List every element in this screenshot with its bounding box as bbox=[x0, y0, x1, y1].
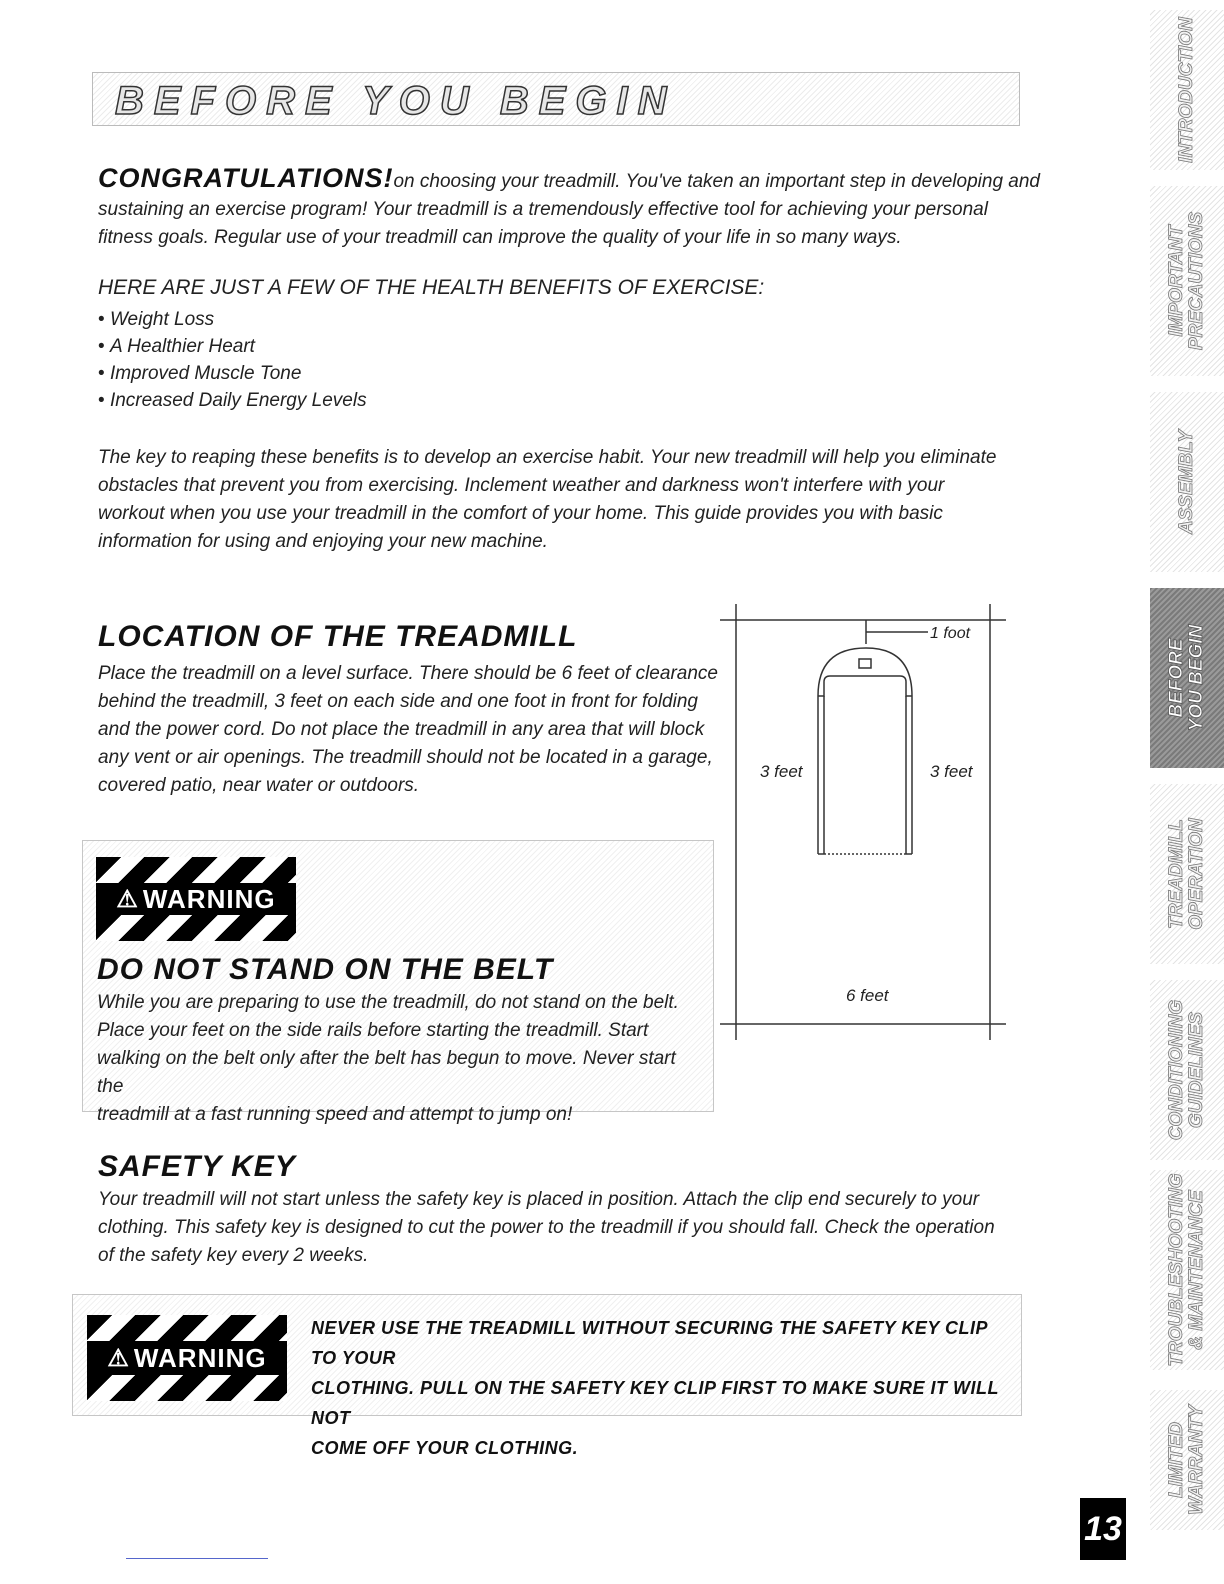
paragraph-line: and the power cord. Do not place the treadmill in any area that will block bbox=[98, 719, 705, 740]
location-paragraph bbox=[98, 660, 818, 800]
warning-stripes bbox=[87, 1375, 287, 1401]
key-paragraph bbox=[98, 444, 1098, 556]
paragraph-line: While you are preparing to use the treadmill, do not stand on the belt. bbox=[97, 992, 679, 1013]
paragraph-line: obstacles that prevent you from exercising. Inclement weather and darkness won't interfere with your bbox=[98, 475, 945, 496]
paragraph-line: Your treadmill will not start unless the safety key is placed in position. Attach the clip end securely to your bbox=[98, 1189, 980, 1210]
warning-sign bbox=[87, 1315, 287, 1401]
paragraph-line: covered patio, near water or outdoors. bbox=[98, 775, 420, 796]
treadmill-console bbox=[818, 648, 912, 696]
tab-label: WARRANTY bbox=[1186, 1405, 1207, 1515]
tab-label: LIMITED bbox=[1166, 1422, 1187, 1498]
list-item: • Improved Muscle Tone bbox=[98, 360, 367, 387]
section-side-tabs bbox=[1150, 0, 1224, 1584]
list-item: • A Healthier Heart bbox=[98, 333, 367, 360]
tab-label: OPERATION bbox=[1186, 818, 1207, 930]
page-number: 13 bbox=[1080, 1498, 1126, 1560]
tab-assembly[interactable] bbox=[1150, 392, 1224, 572]
congrats-line: sustaining an exercise program! Your treadmill is a tremendously effective tool for achieving your personal bbox=[98, 199, 988, 220]
safety-key-heading: SAFETY KEY bbox=[98, 1150, 296, 1183]
warning-line: CLOTHING. PULL ON THE SAFETY KEY CLIP FIRST TO MAKE SURE IT WILL NOT bbox=[311, 1378, 999, 1428]
paragraph-line: Place your feet on the side rails before starting the treadmill. Start bbox=[97, 1020, 649, 1041]
warning-stripes bbox=[96, 857, 296, 883]
back-clearance-label: 6 feet bbox=[846, 986, 889, 1005]
warning-line: COME OFF YOUR CLOTHING. bbox=[311, 1438, 579, 1458]
warning-belt-paragraph bbox=[97, 989, 707, 1129]
congrats-line: fitness goals. Regular use of your treadmill can improve the quality of your life in so many ways. bbox=[98, 227, 902, 248]
tab-label: INTRODUCTION bbox=[1176, 17, 1197, 163]
tab-label: IMPORTANT bbox=[1166, 225, 1187, 337]
tab-label: YOU BEGIN bbox=[1186, 624, 1207, 732]
warning-sign bbox=[96, 857, 296, 941]
paragraph-line: behind the treadmill, 3 feet on each side and one foot in front for folding bbox=[98, 691, 698, 712]
paragraph-line: of the safety key every 2 weeks. bbox=[98, 1245, 369, 1266]
tab-label: GUIDELINES bbox=[1186, 1011, 1207, 1129]
benefits-list bbox=[98, 306, 367, 414]
warning-triangle-icon: ⚠ bbox=[116, 885, 139, 913]
list-item: • Increased Daily Energy Levels bbox=[98, 387, 367, 414]
warning-stripes bbox=[96, 915, 296, 941]
location-heading: LOCATION OF THE TREADMILL bbox=[98, 620, 578, 653]
footer-rule bbox=[126, 1558, 268, 1559]
tab-introduction[interactable] bbox=[1150, 10, 1224, 170]
warning-sign-label: WARNING bbox=[142, 883, 276, 914]
paragraph-line: Place the treadmill on a level surface. There should be 6 feet of clearance bbox=[98, 663, 718, 684]
tab-label: ASSEMBLY bbox=[1176, 429, 1197, 535]
tab-conditioning-guidelines[interactable] bbox=[1150, 980, 1224, 1160]
paragraph-line: any vent or air openings. The treadmill should not be located in a garage, bbox=[98, 747, 713, 768]
congrats-paragraph bbox=[98, 164, 1098, 252]
congrats-heading: CONGRATULATIONS! bbox=[98, 163, 394, 193]
warning-sign-label: WARNING bbox=[133, 1342, 267, 1373]
warning-safety-key-text bbox=[311, 1313, 1001, 1463]
left-clearance-label: 3 feet bbox=[760, 762, 803, 781]
warning-box-belt bbox=[82, 840, 714, 1125]
paragraph-line: treadmill at a fast running speed and attempt to jump on! bbox=[97, 1104, 573, 1125]
tab-label: PRECAUTIONS bbox=[1186, 211, 1207, 351]
treadmill-display bbox=[859, 659, 871, 668]
warning-triangle-icon: ⚠ bbox=[107, 1344, 130, 1372]
paragraph-line: The key to reaping these benefits is to develop an exercise habit. Your new treadmill will help you eliminate bbox=[98, 447, 997, 468]
paragraph-line: workout when you use your treadmill in the comfort of your home. This guide provides you with basic bbox=[98, 503, 943, 524]
warning-stripes bbox=[87, 1315, 287, 1341]
right-clearance-label: 3 feet bbox=[930, 762, 973, 781]
do-not-stand-heading: DO NOT STAND ON THE BELT bbox=[97, 953, 554, 986]
front-clearance-label: 1 foot bbox=[930, 625, 971, 642]
tab-label: TROUBLESHOOTING bbox=[1166, 1173, 1187, 1367]
tab-label: & MAINTENANCE bbox=[1186, 1190, 1207, 1350]
tab-label: BEFORE bbox=[1166, 638, 1187, 718]
treadmill-deck-top bbox=[818, 676, 912, 696]
tab-before-you-begin[interactable] bbox=[1150, 588, 1224, 768]
benefits-heading: HERE ARE JUST A FEW OF THE HEALTH BENEFITS OF EXERCISE: bbox=[98, 276, 765, 299]
paragraph-line: clothing. This safety key is designed to cut the power to the treadmill if you should fall. Check the operation bbox=[98, 1217, 995, 1238]
page-title: BEFORE YOU BEGIN bbox=[115, 79, 677, 123]
tab-treadmill-operation[interactable] bbox=[1150, 784, 1224, 964]
tab-limited-warranty[interactable] bbox=[1150, 1390, 1224, 1530]
tab-important-precautions[interactable] bbox=[1150, 186, 1224, 376]
title-banner bbox=[92, 72, 1020, 126]
tab-label: TREADMILL bbox=[1166, 819, 1187, 929]
tab-label: CONDITIONING bbox=[1166, 999, 1187, 1141]
tab-troubleshooting-maintenance[interactable] bbox=[1150, 1170, 1224, 1370]
list-item: • Weight Loss bbox=[98, 306, 367, 333]
safety-key-paragraph bbox=[98, 1186, 1098, 1270]
paragraph-line: walking on the belt only after the belt has begun to move. Never start the bbox=[97, 1048, 676, 1097]
clearance-diagram bbox=[720, 604, 1010, 1044]
paragraph-line: information for using and enjoying your new machine. bbox=[98, 531, 548, 552]
congrats-line: on choosing your treadmill. You've taken an important step in developing and bbox=[393, 171, 1040, 192]
warning-line: NEVER USE THE TREADMILL WITHOUT SECURING THE SAFETY KEY CLIP TO YOUR bbox=[311, 1318, 988, 1368]
warning-box-safety-key bbox=[72, 1294, 1022, 1458]
